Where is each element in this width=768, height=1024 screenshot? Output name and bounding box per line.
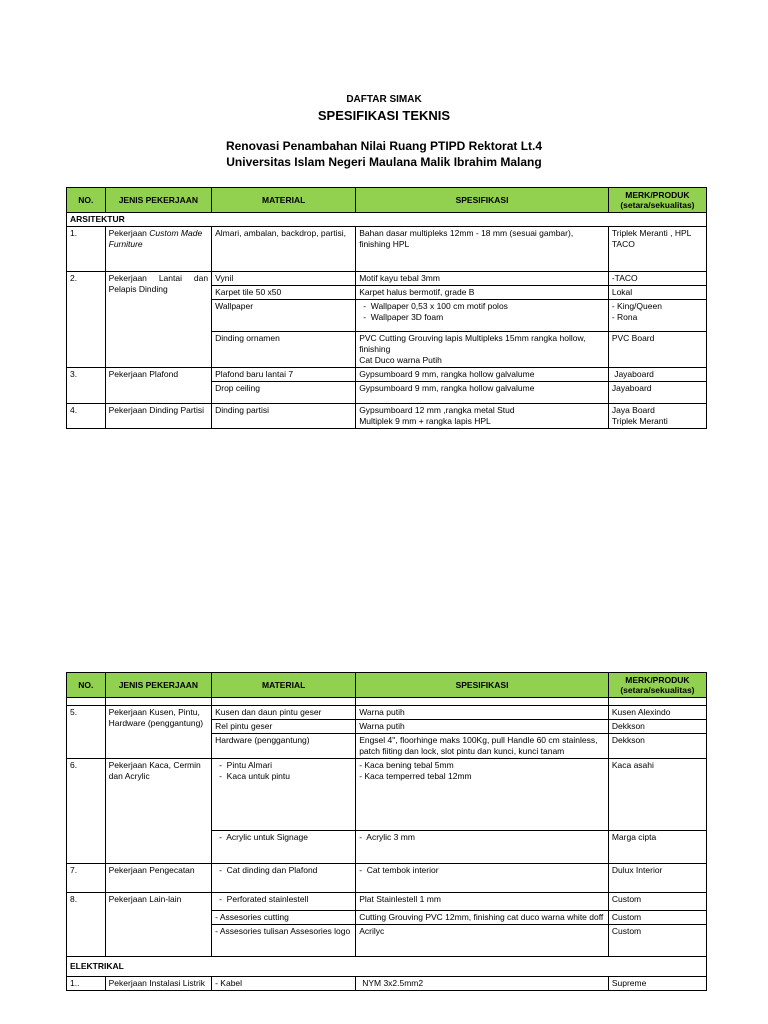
row-material: Dinding partisi <box>212 404 356 429</box>
row-spec: - Wallpaper 0,53 x 100 cm motif polos - Wallpaper 3D foam <box>356 300 609 332</box>
table-row <box>67 272 707 286</box>
row-merk: Custom <box>608 925 706 957</box>
col-spec: SPESIFIKASI <box>356 673 609 698</box>
row-merk: Dulux Interior <box>608 864 706 893</box>
doc-caption: DAFTAR SIMAK <box>346 94 422 105</box>
table-row <box>67 893 707 911</box>
row-material: - Pintu Almari - Kaca untuk pintu <box>212 759 356 831</box>
row-material: - Kabel <box>212 977 356 991</box>
row-spec: - Cat tembok interior <box>356 864 609 893</box>
row-spec: Motif kayu tebal 3mm <box>356 272 609 286</box>
table-header-row <box>67 188 707 213</box>
row-merk: Jayaboard <box>608 382 706 404</box>
spacer-cell <box>608 698 706 706</box>
table-row <box>67 368 707 382</box>
row-merk: Triplek Meranti , HPL TACO <box>608 227 706 272</box>
table-header-row <box>67 673 707 698</box>
row-material: - Cat dinding dan Plafond <box>212 864 356 893</box>
col-job: JENIS PEKERJAAN <box>105 673 211 698</box>
row-material: Vynil <box>212 272 356 286</box>
section-arsitektur: ARSITEKTUR <box>67 213 707 227</box>
table-row <box>67 864 707 893</box>
row-material: Hardware (penggantung) <box>212 734 356 759</box>
row-spec: - Acrylic 3 mm <box>356 831 609 864</box>
row-spec: Gypsumboard 12 mm ,rangka metal Stud Multiplek 9 mm + rangka lapis HPL <box>356 404 609 429</box>
row-no: 3. <box>67 368 106 404</box>
row-merk: Custom <box>608 893 706 911</box>
doc-title: SPESIFIKASI TEKNIS <box>317 108 451 123</box>
row-material: - Acrylic untuk Signage <box>212 831 356 864</box>
row-no: 4. <box>67 404 106 429</box>
row-job: Pekerjaan Custom Made Furniture <box>105 227 211 272</box>
row-merk: Marga cipta <box>608 831 706 864</box>
row-spec: Acrilyc <box>356 925 609 957</box>
row-spec: Warna putih <box>356 706 609 720</box>
spec-table-arsitektur <box>66 187 707 429</box>
row-spec: Engsel 4", floorhinge maks 100Kg, pull Handle 60 cm stainless, patch fiiting dan lock, slot pintu dan kunci, kunci tanam <box>356 734 609 759</box>
row-job: Pekerjaan Instalasi Listrik <box>105 977 211 991</box>
table-row <box>67 977 707 991</box>
row-merk: -TACO <box>608 272 706 286</box>
row-spec: NYM 3x2.5mm2 <box>356 977 609 991</box>
row-material: Rel pintu geser <box>212 720 356 734</box>
row-merk: - King/Queen - Rona <box>608 300 706 332</box>
row-job: Pekerjaan Pengecatan <box>105 864 211 893</box>
col-material: MATERIAL <box>212 188 356 213</box>
col-material: MATERIAL <box>212 673 356 698</box>
row-material: Karpet tile 50 x50 <box>212 286 356 300</box>
row-job: Pekerjaan Dinding Partisi <box>105 404 211 429</box>
row-material: Almari, ambalan, backdrop, partisi, <box>212 227 356 272</box>
section-row <box>67 957 707 977</box>
row-job: Pekerjaan Plafond <box>105 368 211 404</box>
row-merk: Jayaboard <box>608 368 706 382</box>
col-no: NO. <box>67 188 106 213</box>
row-spec: Cutting Grouving PVC 12mm, finishing cat duco warna white doff <box>356 911 609 925</box>
row-spec: Gypsumboard 9 mm, rangka hollow galvalume <box>356 368 609 382</box>
row-material: Plafond baru lantai 7 <box>212 368 356 382</box>
row-no: 2. <box>67 272 106 368</box>
table-row <box>67 227 707 272</box>
row-material: Wallpaper <box>212 300 356 332</box>
institution-name: Universitas Islam Negeri Maulana Malik Ibrahim Malang <box>226 155 542 169</box>
row-material: - Perforated stainlestell <box>212 893 356 911</box>
row-job: Pekerjaan Lain-lain <box>105 893 211 957</box>
col-merk: MERK/PRODUK (setara/sekualitas) <box>608 673 706 698</box>
spec-table-continued <box>66 672 707 991</box>
row-merk: Custom <box>608 911 706 925</box>
col-spec: SPESIFIKASI <box>356 188 609 213</box>
row-material: Dinding ornamen <box>212 332 356 368</box>
row-job: Pekerjaan Kusen, Pintu, Hardware (penggantung) <box>105 706 211 759</box>
row-material: - Assesories tulisan Assesories logo <box>212 925 356 957</box>
spacer-row <box>67 698 707 706</box>
col-job: JENIS PEKERJAAN <box>105 188 211 213</box>
row-merk: Lokal <box>608 286 706 300</box>
spacer-cell <box>356 698 609 706</box>
row-merk: PVC Board <box>608 332 706 368</box>
row-material: - Assesories cutting <box>212 911 356 925</box>
table-row <box>67 706 707 720</box>
row-spec: Gypsumboard 9 mm, rangka hollow galvalume <box>356 382 609 404</box>
row-spec: Bahan dasar multipleks 12mm - 18 mm (sesuai gambar), finishing HPL <box>356 227 609 272</box>
row-no: 8. <box>67 893 106 957</box>
col-no: NO. <box>67 673 106 698</box>
row-merk: Kaca asahi <box>608 759 706 831</box>
row-spec: - Kaca bening tebal 5mm - Kaca temperred tebal 12mm <box>356 759 609 831</box>
row-material: Kusen dan daun pintu geser <box>212 706 356 720</box>
row-spec: Karpet halus bermotif, grade B <box>356 286 609 300</box>
row-job: Pekerjaan Lantai dan Pelapis Dinding <box>105 272 211 368</box>
row-no: 7. <box>67 864 106 893</box>
col-merk: MERK/PRODUK (setara/sekualitas) <box>608 188 706 213</box>
section-row <box>67 213 707 227</box>
project-title: Renovasi Penambahan Nilai Ruang PTIPD Rektorat Lt.4 <box>225 139 543 153</box>
row-merk: Jaya Board Triplek Meranti <box>608 404 706 429</box>
table-row <box>67 759 707 831</box>
table-row <box>67 404 707 429</box>
row-spec: Warna putih <box>356 720 609 734</box>
row-no: 6. <box>67 759 106 864</box>
row-merk: Kusen Alexindo <box>608 706 706 720</box>
row-no: 1.. <box>67 977 106 991</box>
row-spec: PVC Cutting Grouving lapis Multipleks 15mm rangka hollow, finishing Cat Duco warna Putih <box>356 332 609 368</box>
row-material: Drop ceiling <box>212 382 356 404</box>
row-no: 5. <box>67 706 106 759</box>
row-merk: Supreme <box>608 977 706 991</box>
spacer-cell <box>212 698 356 706</box>
row-merk: Dekkson <box>608 720 706 734</box>
section-elektrikal: ELEKTRIKAL <box>67 957 707 977</box>
row-job: Pekerjaan Kaca, Cermin dan Acrylic <box>105 759 211 864</box>
spacer-cell <box>67 698 106 706</box>
row-no: 1. <box>67 227 106 272</box>
spacer-cell <box>105 698 211 706</box>
row-spec: Plat Stainlestell 1 mm <box>356 893 609 911</box>
row-merk: Dekkson <box>608 734 706 759</box>
